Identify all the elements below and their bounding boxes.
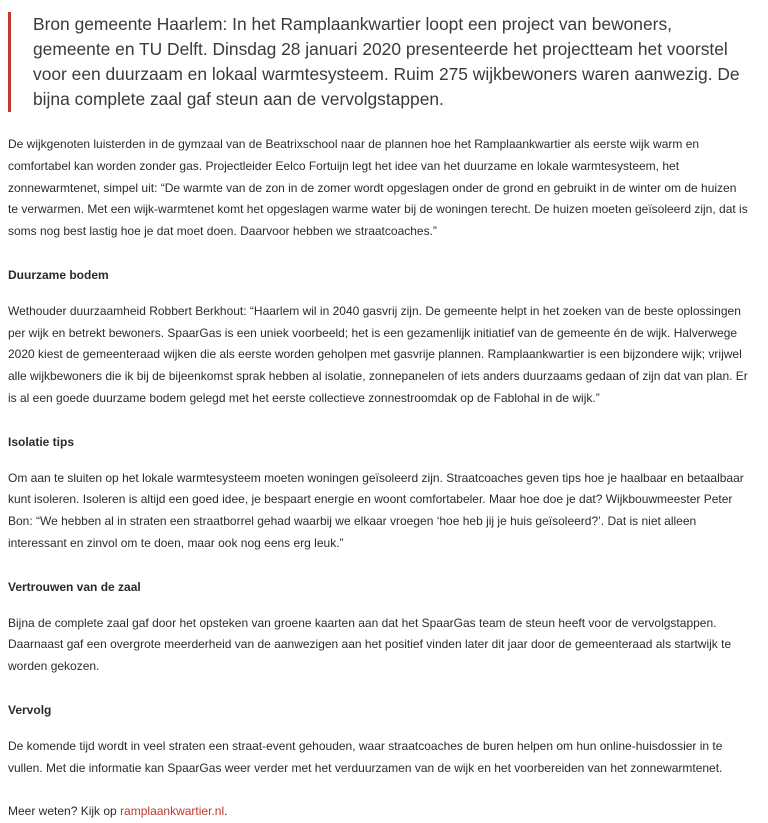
section-paragraph-isolatie-tips: Om aan te sluiten op het lokale warmtesysteem moeten woningen geïsoleerd zijn. Straatcoaches geven tips hoe je haalbaar en betaalbaar kunt isoleren. Isoleren is altijd een goed idee, je bespaart energie en woont comfortabeler. Maar hoe doe je dat? Wijkbouwmeester Peter Bon: “We hebben al in straten een straatborrel gehad waarbij we elkaar vroegen ‘hoe heb jij je huis geïsoleerd?’. Dat is niet alleen interessant en zinvol om te doen, maar ook nog eens erg leuk.” bbox=[8, 470, 744, 550]
lead-blockquote bbox=[8, 12, 753, 112]
section-paragraph-vervolg: De komende tijd wordt in veel straten een straat-event gehouden, waar straatcoaches de buren helpen om hun online-huisdossier in te vullen. Met die informatie kan SpaarGas weer verder met het verduurzamen van de wijk en het voorbereiden van het zonnewarmtenet. bbox=[8, 738, 723, 775]
lead-text: Bron gemeente Haarlem: In het Ramplaankwartier loopt een project van bewoners, gemeente en TU Delft. Dinsdag 28 januari 2020 presenteerde het projectteam het voorstel voor een duurzaam en lokaal warmtesysteem. Ruim 275 wijkbewoners waren aanwezig. De bijna complete zaal gaf steun aan de vervolgstappen. bbox=[33, 14, 740, 109]
ramplaankwartier-link[interactable]: ramplaankwartier.nl bbox=[120, 804, 225, 819]
section-heading-duurzame-bodem: Duurzame bodem bbox=[8, 267, 109, 282]
section-paragraph-vertrouwen: Bijna de complete zaal gaf door het opsteken van groene kaarten aan dat het SpaarGas team de steun heeft voor de vervolgstappen. Daarnaast gaf een overgrote meerderheid van de aanwezigen aan het positief vinden later dit jaar door de gemeenteraad als startwijk te worden gekozen. bbox=[8, 615, 732, 674]
section-heading-isolatie-tips: Isolatie tips bbox=[8, 434, 75, 449]
intro-paragraph: De wijkgenoten luisterden in de gymzaal van de Beatrixschool naar de plannen hoe het Ramplaankwartier als eerste wijk warm en comfortabel kan worden zonder gas. Projectleider Eelco Fortuijn legt het idee van het duurzame en lokale warmtesysteem, het zonnewarmtenet, simpel uit: “De warmte van de zon in de zomer wordt opgeslagen onder de grond en gebruikt in de winter om de huizen te verwarmen. Met een wijk-warmtenet komt het opgeslagen warme water bij de woningen terecht. De huizen moeten geïsoleerd zijn, dat is soms nog best lastig hoe je dat moet doen. Daarvoor hebben we straatcoaches.” bbox=[8, 137, 748, 239]
section-heading-vertrouwen: Vertrouwen van de zaal bbox=[8, 579, 141, 594]
section-paragraph-duurzame-bodem: Wethouder duurzaamheid Robbert Berkhout: “Haarlem wil in 2040 gasvrij zijn. De gemeente helpt in het zoeken van de beste oplossingen per wijk en betrekt bewoners. SpaarGas is een uniek voorbeeld; het is een gezamenlijk initiatief van de gemeente én de wijk. Halverwege 2020 kiest de gemeenteraad wijken die als eerste worden geholpen met gasvrije plannen. Ramplaankwartier is een bijzondere wijk; vrijwel alle wijkbewoners die ik bij de bijeenkomst sprak hebben al isolatie, zonnepanelen of iets anders duurzaams gedaan of zijn dat van plan. Er is al een goede duurzame bodem gelegd met het eerste collectieve zonnestroomdak op de Fablohal in de wijk.” bbox=[8, 303, 748, 405]
more-info-prefix: Meer weten? Kijk op bbox=[8, 804, 121, 819]
more-info-line bbox=[8, 801, 748, 823]
article-body bbox=[8, 134, 748, 823]
more-info-suffix: . bbox=[224, 804, 228, 819]
section-heading-vervolg: Vervolg bbox=[8, 702, 52, 717]
